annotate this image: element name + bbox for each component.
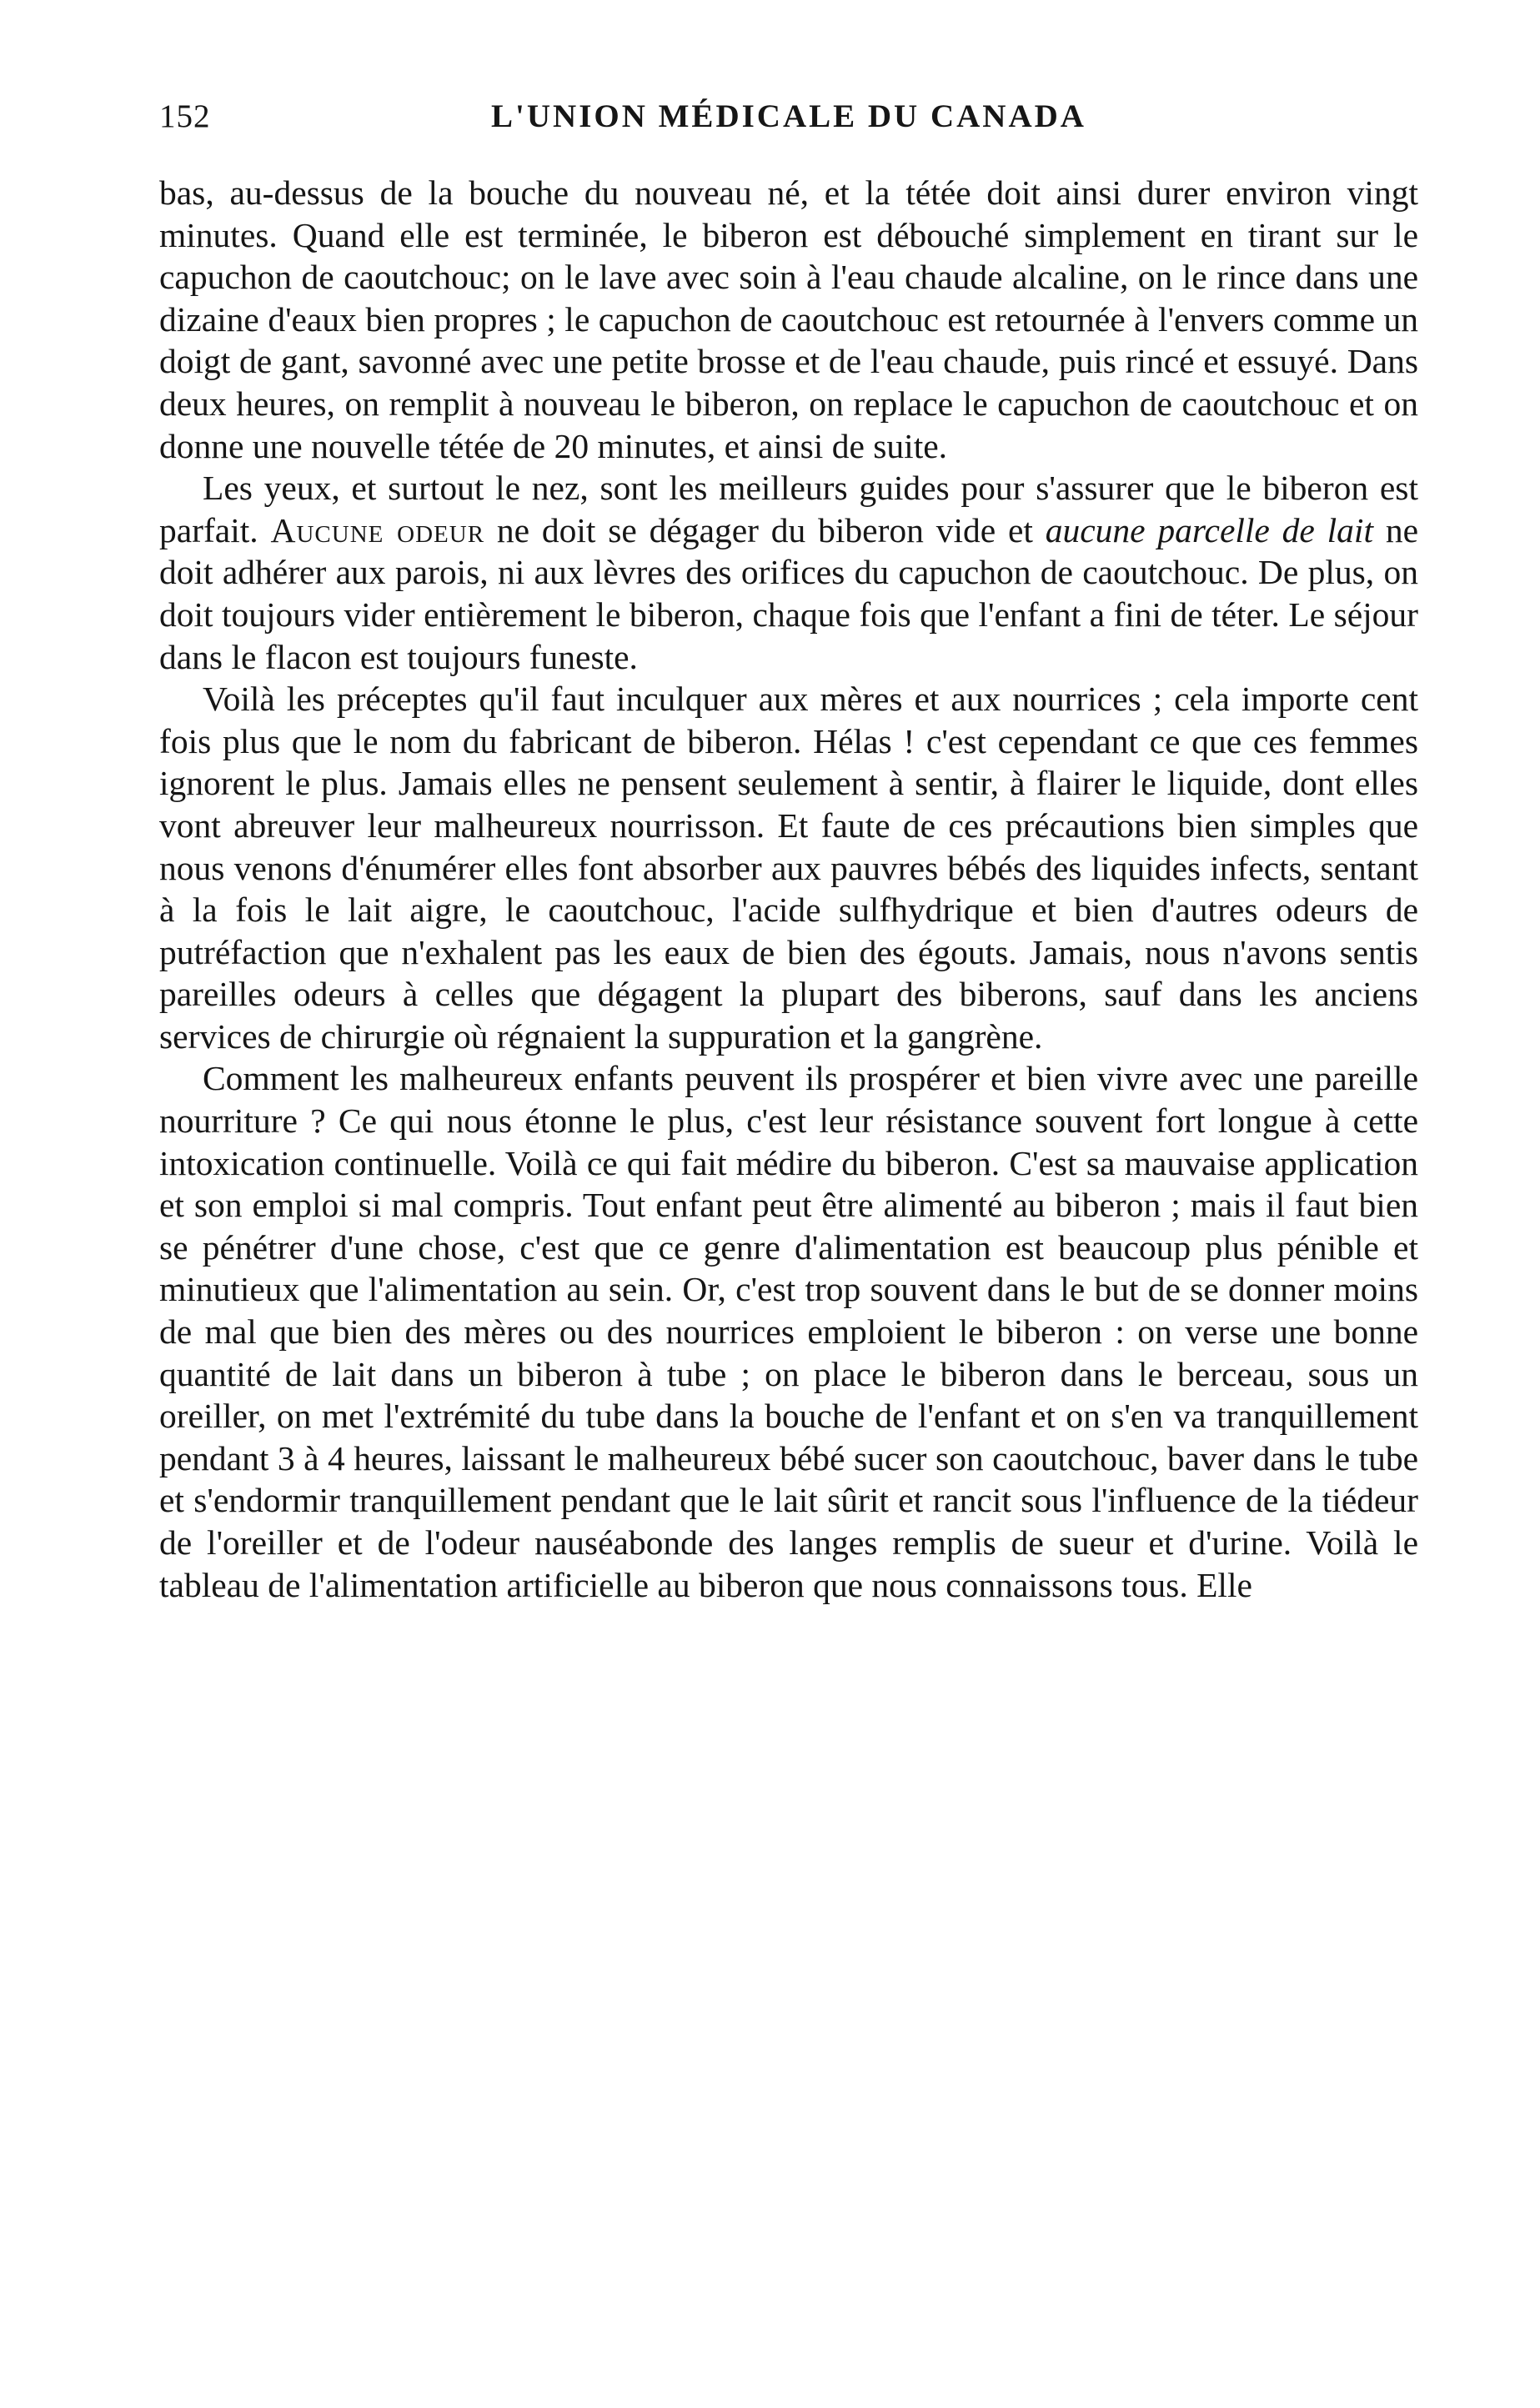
emphasis-italic: aucune parcelle de lait bbox=[1045, 510, 1373, 549]
journal-title: L'UNION MÉDICALE DU CANADA bbox=[491, 98, 1086, 134]
paragraph-2-text-middle: ne doit se dégager du biberon vide et bbox=[484, 510, 1046, 549]
paragraph-4: Comment les malheureux enfants peuvent ils prospérer et bien vivre avec une pareille nourriture ? Ce qui nous étonne le plus, c'est leur résistance souvent fort longue à cette intoxication continuelle. Voilà ce qui fait médire du biberon. C'est sa mauvaise application et son emploi si mal compris. Tout enfant peut être alimenté au biberon ; mais il faut bien se pénétrer d'une chose, c'est que ce genre d'alimentation est beaucoup plus pénible et minutieux que l'alimentation au sein. Or, c'est trop souvent dans le but de se donner moins de mal que bien des mères ou des nourrices emploient le biberon : on verse une bonne quantité de lait dans un biberon à tube ; on place le biberon dans le berceau, sous un oreiller, on met l'extrémité du tube dans la bouche de l'enfant et on s'en va tranquillement pendant 3 à 4 heures, laissant le malheureux bébé sucer son caoutchouc, baver dans le tube et s'endormir tranquillement pendant que le lait sûrit et rancit sous l'influence de la tiédeur de l'oreiller et de l'odeur nauséabonde des langes remplis de sueur et d'urine. Voilà le tableau de l'alimentation artificielle au biberon que nous connaissons tous. Elle bbox=[159, 1059, 1418, 1604]
document-page bbox=[159, 97, 1418, 1606]
running-head bbox=[159, 97, 1418, 137]
body-text bbox=[159, 172, 1418, 1606]
paragraph-1: bas, au-dessus de la bouche du nouveau né, et la tétée doit ainsi durer environ vingt minutes. Quand elle est terminée, le biberon est débouché simplement en tirant sur le capuchon de caoutchouc; on le lave avec soin à l'eau chaude alcaline, on le rince dans une dizaine d'eaux bien propres ; le capuchon de caoutchouc est retournée à l'envers comme un doigt de gant, savonné avec une petite brosse et de l'eau chaude, puis rincé et essuyé. Dans deux heures, on remplit à nouveau le biberon, on replace le capuchon de caoutchouc et on donne une nouvelle tétée de 20 minutes, et ainsi de suite. bbox=[159, 173, 1418, 465]
paragraph-2-text-before: Les yeux, et surtout le nez, sont les meilleurs guides pour s'assurer que le biberon est parfait. bbox=[159, 469, 1418, 549]
paragraph-2 bbox=[159, 467, 1418, 678]
emphasis-smallcaps: Aucune odeur bbox=[270, 510, 485, 549]
page-number: 152 bbox=[159, 98, 211, 134]
paragraph-2-text-after: ne doit adhérer aux parois, ni aux lèvres des orifices du capuchon de caoutchouc. De plus, on doit toujours vider entièrement le biberon, chaque fois que l'enfant a fini de téter. Le séjour dans le flacon est toujours funeste. bbox=[159, 510, 1418, 676]
paragraph-3: Voilà les préceptes qu'il faut inculquer aux mères et aux nourrices ; cela importe cent fois plus que le nom du fabricant de biberon. Hélas ! c'est cependant ce que ces femmes ignorent le plus. Jamais elles ne pensent seulement à sentir, à flairer le liquide, dont elles vont abreuver leur malheureux nourrisson. Et faute de ces précautions bien simples que nous venons d'énumérer elles font absorber aux pauvres bébés des liquides infects, sentant à la fois le lait aigre, le caoutchouc, l'acide sulfhydrique et bien d'autres odeurs de putréfaction que n'exhalent pas les eaux de bien des égouts. Jamais, nous n'avons sentis pareilles odeurs à celles que dégagent la plupart des biberons, sauf dans les anciens services de chirurgie où régnaient la suppuration et la gangrène. bbox=[159, 680, 1418, 1056]
